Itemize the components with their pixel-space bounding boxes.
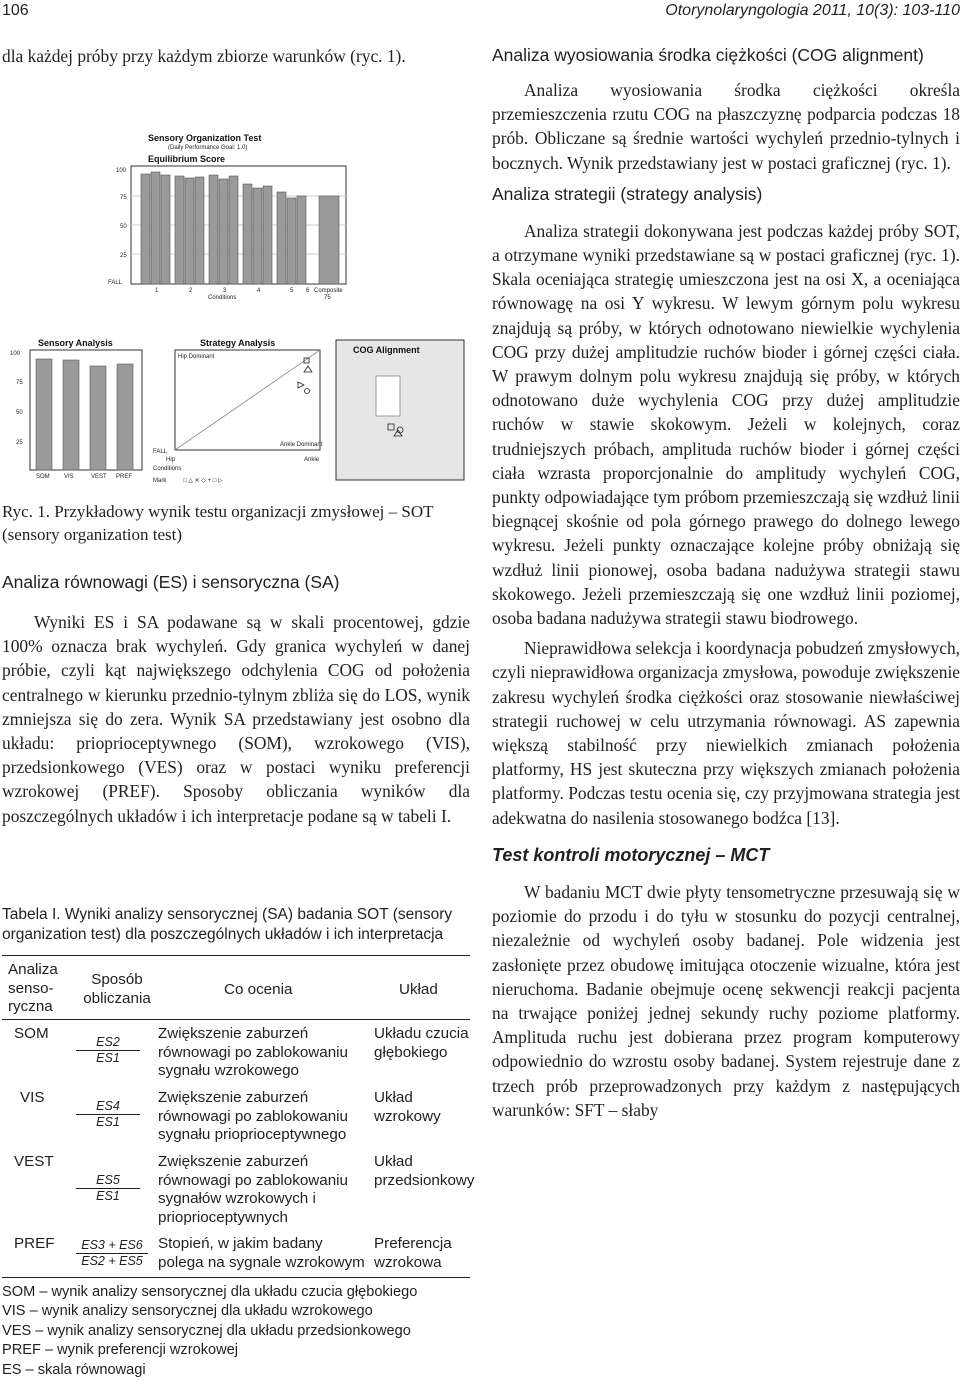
paragraph: W badaniu MCT dwie płyty tensometryczne przesuwają się w poziomie do przodu i do tyłu w stosunku do pozycji centralnej, niezależnie od wychyleń osoby badanej. Pole widzenia jest zasłonięte przez obudowę imitująca otoczenie wizualne, która jest nieruchoma. Badanie obejmuje ocenę sekwencji reakcji pacjenta na trwające poniżej jednej sekundy ruchy poziome platformy. Amplituda ruchu jest dobierana przez program komputerowy odpowiednio do wzrostu osoby badanej. System rejestruje dane z trzech prób przeprowadzonych przy każdym z następujących warunków: SFT – słaby [492, 881, 960, 1120]
table-rule-header [2, 1019, 470, 1020]
legend-item: VIS – wynik analizy sensorycznej dla układu wzrokowego [2, 1303, 373, 1320]
bar [287, 198, 296, 284]
table-rule-top [2, 955, 470, 956]
ankle-dominant-label: Ankle Dominant [280, 442, 323, 448]
section-heading: Test kontroli motorycznej – MCT [492, 844, 770, 865]
x-axis-hip: Hip [166, 457, 176, 463]
row-evaluates: Zwiększenie zaburzeń równowagi po zablokowaniu sygnałów wzrokowych i prioprioceptywnych [158, 1153, 348, 1226]
legend-item: VES – wynik analizy sensorycznej dla układu przedsionkowego [2, 1322, 411, 1339]
row-system: Układu czucia głębokiego [374, 1025, 469, 1061]
legend-item: PREF – wynik preferencji wzrokowej [2, 1342, 239, 1359]
sensory-analysis-title: Sensory Analysis [38, 338, 113, 348]
x-tick: PREF [116, 474, 133, 480]
bar [151, 172, 160, 284]
x-axis-ankle: Ankle [304, 457, 320, 463]
table-header-system: Układ [399, 981, 438, 998]
bar [229, 176, 238, 284]
paragraph: Analiza wyosiowania środka ciężkości określa przemieszczenia rzutu COG na płaszczyznę podparcia podczas 18 prób. Obliczane są średnie wartości wychyleń przednio-tylnych i bocznych. Wynik przedstawiany jest w postaci graficznej (ryc. 1). [492, 80, 960, 173]
y-tick: 75 [120, 195, 127, 201]
bar [161, 175, 170, 284]
bar [117, 364, 133, 470]
paragraph: Nieprawidłowa selekcja i koordynacja pobudzeń zmysłowych, czyli nieprawidłowa organizacja zmysłowa, powoduje zwiększenie zakresu wychyleń środka ciężkości oraz stosowanie niewłaściwej strategii ruchowej w celu utrzymania równowagi. AS zapewnia większą stabilność przy niewielkich zmianach położenia platformy, HS jest skuteczna przy większych zmianach położenia platformy. Podczas testu ocenia się, czy przyjmowana strategia jest adekwatna do nasilenia stosowanego bodźca [13]. [492, 638, 960, 828]
table-header-method: Sposób obliczania [83, 971, 151, 1007]
bar [209, 175, 218, 284]
formula-den: ES1 [96, 1051, 120, 1065]
bar [195, 177, 204, 284]
formula-num: ES4 [76, 1099, 140, 1115]
row-formula [76, 1238, 148, 1269]
y-tick: 50 [16, 410, 23, 416]
sot-title: Sensory Organization Test [148, 133, 262, 143]
paragraph: Analiza strategii dokonywana jest podczas każdej próby SOT, a otrzymane wyniki przedstawiane są w postaci graficznej (ryc. 1). Skala oceniająca strategię umieszczona jest na osi X, a oceniająca równowagę na osi Y wykresu. W lewym górnym polu wykresu znajdują są próby, w których odnotowano niewielkie wychylenia COG przy dużej amplitudzie ruchów bioder i górnej części ciała. W prawym dolnym polu wykresu znajdują się próby, w których odnotowano duże wychylenia COG przy dużej amplitudzie ruchów w stawie skokowym. Jeżeli w kolejnych, coraz trudniejszych próbach, amplituda ruchów bioder i górnej części ciała wzrasta proporcjonalnie do amplitudy wychyleń COG, punkty odpowiadające tym próbom przemieszczają się wzdłuż linii biegnącej skośnie od pola górnego prawego do dolnego lewego wykresu. Jeżeli punkty oznaczające kolejne próby obniżają się wzdłuż linii pionowej, osoba badana nadużywa strategii stawu skokowego. Jeżeli przemieszczają się one wzdłuż linii poziomej, osoba badana nadużywa strategii stawu biodrowego. [492, 220, 960, 629]
row-formula [76, 1173, 140, 1204]
page-header [0, 0, 960, 26]
x-tick: 2 [189, 288, 193, 294]
row-evaluates: Zwiększenie zaburzeń równowagi po zablokowaniu sygnału prioprioceptywnego [158, 1089, 348, 1143]
left-column [2, 44, 470, 68]
x-tick: 3 [223, 288, 227, 294]
bar [297, 196, 306, 284]
cog-alignment-title: COG Alignment [353, 345, 420, 355]
x-tick: VIS [64, 474, 74, 480]
bar [185, 178, 194, 284]
bar [141, 174, 150, 284]
bar [219, 179, 228, 284]
mark-label: Mark [153, 478, 167, 484]
conditions-label: Conditions [153, 466, 182, 472]
legend-item: SOM – wynik analizy sensorycznej dla układu czucia głębokiego [2, 1284, 418, 1300]
row-system: Układ przedsionkowy [374, 1153, 475, 1189]
formula-num: ES5 [76, 1173, 140, 1189]
row-evaluates: Stopień, w jakim badany polega na sygnale wzrokowym [158, 1235, 365, 1271]
row-name: PREF [14, 1235, 55, 1252]
y-tick: 25 [120, 253, 127, 259]
strategy-analysis-title: Strategy Analysis [200, 338, 276, 348]
conditions-label: Conditions [208, 295, 237, 301]
formula-den: ES1 [96, 1189, 120, 1203]
legend-item: ES – skala równowagi [2, 1361, 146, 1378]
x-tick: 4 [257, 288, 261, 294]
bar [175, 176, 184, 284]
row-system: Preferencja wzrokowa [374, 1235, 452, 1271]
y-tick: 100 [10, 351, 21, 357]
y-tick-fall: FALL [108, 280, 123, 286]
mark-symbols: □ △ ✕ ◇ + □ ▷ [183, 478, 223, 484]
x-tick: VEST [91, 474, 107, 480]
section-heading: Analiza strategii (strategy analysis) [492, 183, 763, 204]
bar [253, 188, 262, 284]
cog-zone [376, 376, 400, 416]
composite-label: Composite [314, 288, 343, 294]
table-rule-bottom [2, 1277, 470, 1278]
page-number: 106 [2, 2, 29, 19]
table-caption: Tabela I. Wyniki analizy sensorycznej (SA) badania SOT (sensory organization test) dla poszczególnych układów i ich interpretacja [2, 906, 453, 943]
hip-dominant-label: Hip Dominant [178, 354, 215, 360]
x-tick: SOM [36, 474, 50, 480]
y-tick: 100 [116, 168, 127, 174]
y-tick: 50 [120, 224, 127, 230]
row-system: Układ wzrokowy [374, 1089, 441, 1125]
y-tick-fall: FALL [153, 449, 168, 455]
figure-caption: Ryc. 1. Przykładowy wynik testu organizacji zmysłowej – SOT (sensory organization test) [2, 502, 434, 544]
journal-citation: Otorynolaryngologia 2011, 10(3): 103-110 [665, 2, 960, 19]
composite-bar [319, 196, 339, 284]
equilibrium-title: Equilibrium Score [148, 154, 226, 164]
row-name: SOM [14, 1025, 49, 1042]
table-header-analysis: Analiza senso-ryczna [8, 961, 58, 1015]
sot-subtitle: (Daily Performance Goal: 1.0) [168, 145, 248, 151]
bar [90, 366, 106, 470]
formula-num: ES3 + ES6 [76, 1238, 148, 1254]
left-section-1 [2, 571, 470, 828]
bar [63, 360, 79, 470]
row-evaluates: Zwiększenie zaburzeń równowagi po zablokowaniu sygnału wzrokowego [158, 1025, 348, 1079]
x-tick: 6 [306, 288, 310, 294]
bar [263, 186, 272, 284]
bar [277, 192, 286, 284]
figure-sot-report [8, 126, 472, 490]
formula-den: ES2 + ES5 [81, 1254, 143, 1268]
row-formula [76, 1035, 140, 1066]
intro-text: dla każdej próby przy każdym zbiorze warunków (ryc. 1). [2, 46, 406, 66]
table-legend [2, 1283, 472, 1380]
x-tick: 1 [155, 288, 159, 294]
y-tick: 25 [16, 440, 23, 446]
section-heading: Analiza wyosiowania środka ciężkości (COG alignment) [492, 45, 924, 65]
x-tick: 5 [290, 288, 294, 294]
table-header-evaluates: Co ocenia [224, 981, 293, 998]
composite-value: 75 [324, 295, 331, 301]
bar [243, 184, 252, 284]
formula-den: ES1 [96, 1115, 120, 1129]
sot-report-image [8, 126, 472, 490]
row-name: VIS [20, 1089, 45, 1106]
paragraph: Wyniki ES i SA podawane są w skali procentowej, gdzie 100% oznacza brak wychyleń. Gdy granica wychyleń w danej próbie, czyli kąt największego odchylenia COG od położenia centralnego w kierunku przednio-tylnym zbliża się do LOS, wynik zmniejsza się do zera. Wynik SA przedstawiany jest osobno dla układu: prioprioceptywnego (SOM), wzrokowego (VIS), przedsionkowego (VES) oraz w postaci wyniku preferencji wzrokowej (PREF). Sposoby obliczania wyników dla poszczególnych układów i ich interpretacje podane są w tabeli I. [2, 612, 470, 826]
section-heading: Analiza równowagi (ES) i sensoryczna (SA) [2, 572, 340, 592]
row-formula [76, 1099, 140, 1130]
row-name: VEST [14, 1153, 54, 1170]
formula-num: ES2 [76, 1035, 140, 1051]
y-tick: 75 [16, 380, 23, 386]
right-column [492, 44, 960, 1122]
bar [36, 359, 52, 470]
